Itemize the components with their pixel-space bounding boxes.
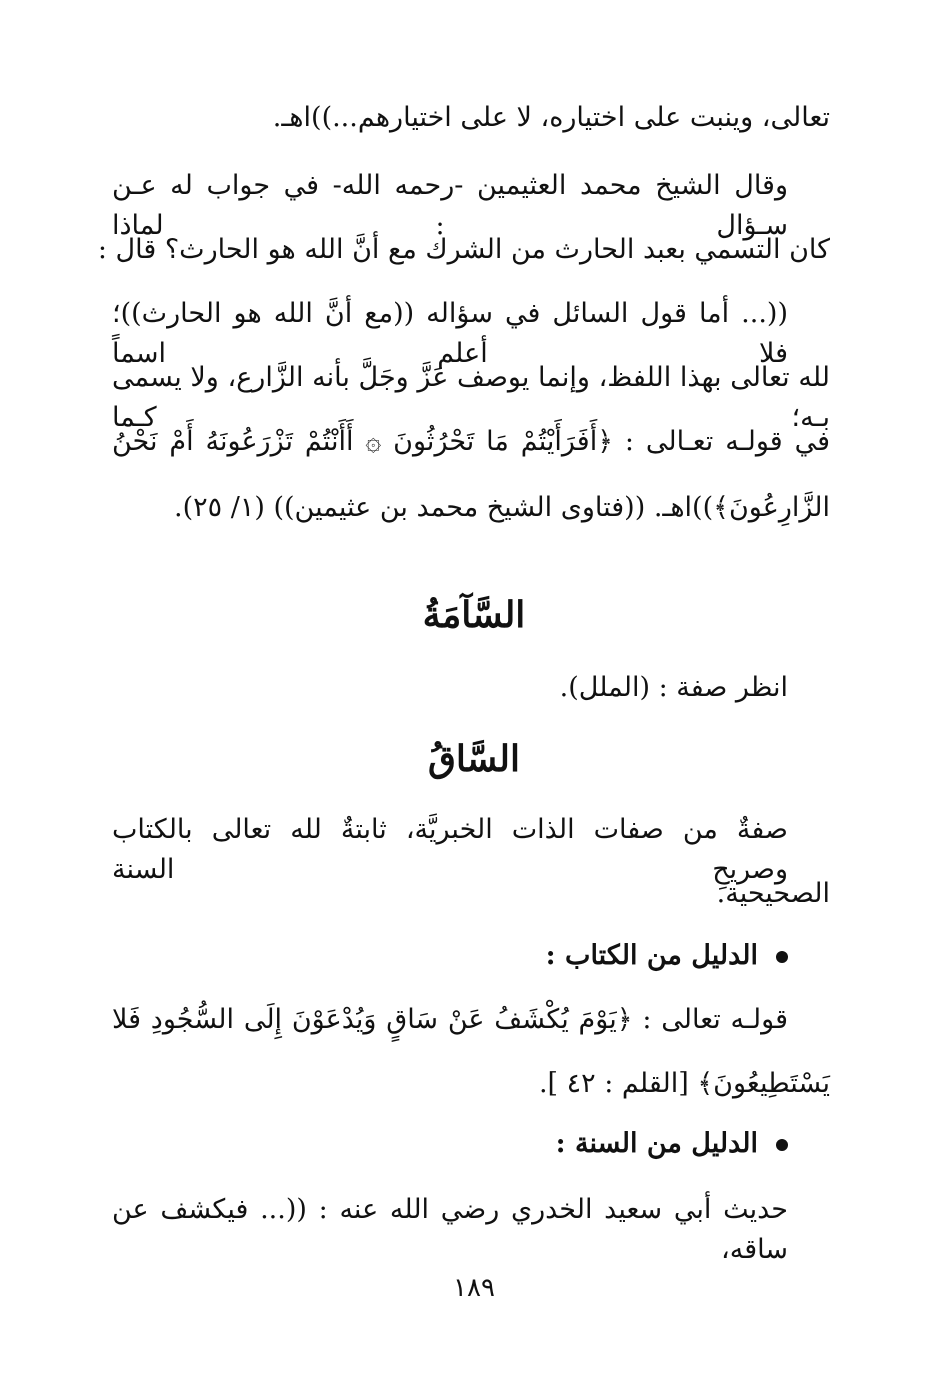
page-number: ١٨٩ [453,1273,495,1303]
bullet-label: الدليل من الكتاب : [545,940,758,971]
text-line-4: ((... أما قول السائل في سؤاله ((مع أنَّ الله هو الحارث))؛ فلا أعلم اسماً [112,298,788,369]
text-line-2: وقال الشيخ محمد العثيمين -رحمه الله- في جواب له عـن سـؤال : لماذا [112,170,788,241]
text-line-1: تعالى، وينبت على اختياره، لا على اختيارهم...))اهـ. [272,102,830,133]
bullet-evidence-book [112,936,788,976]
section-heading-samah: السَّآمَةُ [422,594,526,636]
cross-reference: انظر صفة : (الملل). [559,672,788,703]
definition-line-1: صفةٌ من صفات الذات الخبريَّة، ثابتةٌ لله تعالى بالكتاب وصريحِ السنة [112,814,788,885]
bullet-evidence-sunnah [112,1124,788,1164]
text-line-6: في قولـه تعـالى : ﴿أَفَرَأَيْتُمْ مَا تَحْرُثُونَ ۞ أَأَنْتُمْ تَزْرَعُونَهُ أَمْ نَحْنُ [112,426,830,457]
quran-line-1: قولـه تعالى : ﴿يَوْمَ يُكْشَفُ عَنْ سَاقٍ وَيُدْعَوْنَ إِلَى السُّجُودِ فَلا [112,1004,788,1035]
section-heading-saq: السَّاقُ [428,738,520,780]
hadith-line: حديث أبي سعيد الخدري رضي الله عنه : ((... فيكشف عن ساقه، [112,1194,789,1265]
bullet-icon [776,951,788,963]
text-line-7: الزَّارِعُونَ﴾))اهـ. ((فتاوى الشيخ محمد بن عثيمين)) (١/ ٢٥). [174,492,830,523]
text-line-3: كان التسمي بعبد الحارث من الشرك مع أنَّ الله هو الحارث؟ قال : [97,234,830,265]
definition-line-2: الصحيحية. [716,878,830,909]
quran-line-2: يَسْتَطِيعُونَ﴾ [القلم : ٤٢ ]. [538,1068,830,1099]
text-line-5: لله تعالى بهذا اللفظ، وإنما يوصف عَزَّ وجَلَّ بأنه الزَّارع، ولا يسمى بـه؛ كـما [112,362,830,433]
bullet-icon [776,1139,788,1151]
bullet-label: الدليل من السنة : [555,1128,758,1159]
